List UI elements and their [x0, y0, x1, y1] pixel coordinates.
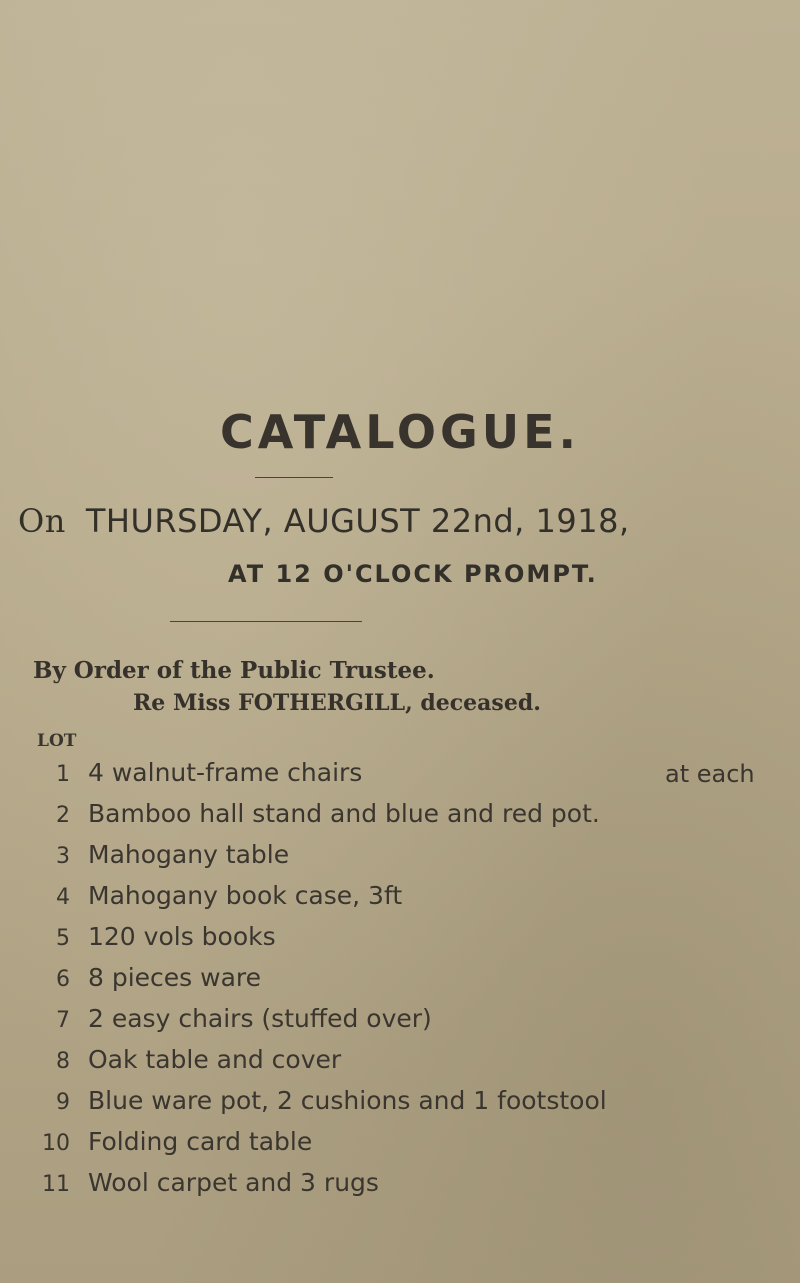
sale-date-line	[18, 502, 630, 540]
catalogue-heading: CATALOGUE.	[220, 405, 580, 459]
lot-description: 120 vols books	[88, 922, 276, 951]
lot-number: 1	[56, 762, 70, 787]
estate-line: Re Miss FOTHERGILL, deceased.	[133, 690, 541, 716]
lot-row	[0, 1166, 800, 1206]
lot-row	[0, 1043, 800, 1083]
lot-row	[0, 1125, 800, 1165]
lot-row	[0, 1002, 800, 1042]
lot-row	[0, 879, 800, 919]
lot-description: Folding card table	[88, 1127, 313, 1156]
lot-row	[0, 797, 800, 837]
heading-divider	[255, 477, 333, 478]
lot-row	[0, 838, 800, 878]
lot-number: 7	[56, 1008, 70, 1033]
lot-description: Mahogany table	[88, 840, 290, 869]
lot-description: Mahogany book case, 3ft	[88, 881, 403, 910]
lot-row	[0, 1084, 800, 1124]
lot-number: 11	[42, 1172, 70, 1197]
on-word: On	[18, 502, 66, 540]
lot-number: 4	[56, 885, 70, 910]
lot-description: Blue ware pot, 2 cushions and 1 footstool	[88, 1086, 607, 1115]
lot-price-note: at each	[665, 760, 755, 788]
lot-description: 4 walnut-frame chairs	[88, 758, 363, 787]
lot-description: Bamboo hall stand and blue and red pot.	[88, 799, 600, 828]
sale-time: AT 12 O'CLOCK PROMPT.	[228, 560, 598, 588]
lot-number: 9	[56, 1090, 70, 1115]
lot-number: 3	[56, 844, 70, 869]
lot-number: 8	[56, 1049, 70, 1074]
lot-row	[0, 756, 800, 796]
lot-description: 2 easy chairs (stuffed over)	[88, 1004, 432, 1033]
lot-column-header: LOT	[37, 731, 77, 751]
lot-number: 2	[56, 803, 70, 828]
order-line: By Order of the Public Trustee.	[33, 657, 435, 684]
lot-number: 5	[56, 926, 70, 951]
time-divider	[170, 621, 362, 622]
lot-row	[0, 920, 800, 960]
lot-row	[0, 961, 800, 1001]
lot-description: Wool carpet and 3 rugs	[88, 1168, 379, 1197]
lot-description: 8 pieces ware	[88, 963, 262, 992]
lot-number: 6	[56, 967, 70, 992]
sale-date: THURSDAY, AUGUST 22nd, 1918,	[85, 502, 630, 540]
lot-description: Oak table and cover	[88, 1045, 342, 1074]
lot-number: 10	[42, 1131, 70, 1156]
